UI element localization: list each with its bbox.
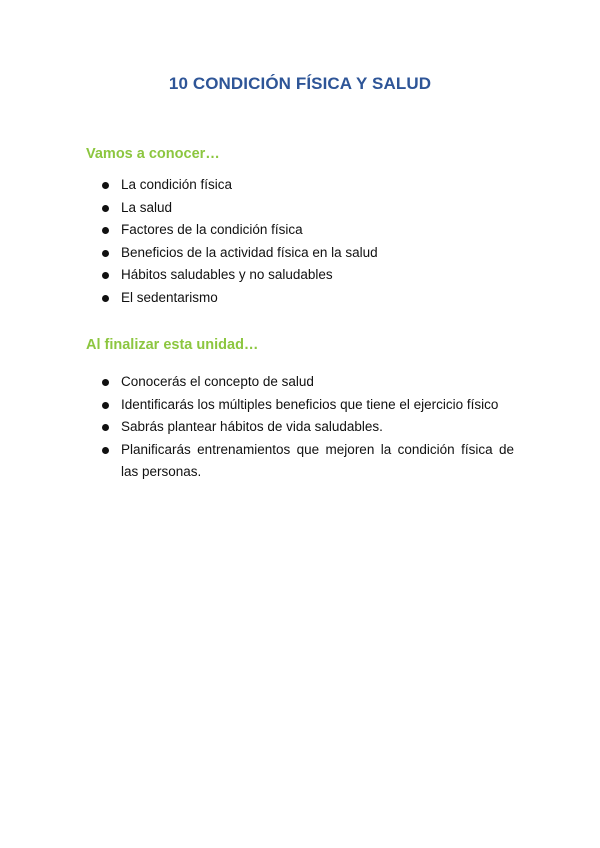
bullet-icon bbox=[102, 447, 109, 454]
list-item-text: Hábitos saludables y no saludables bbox=[121, 267, 333, 282]
bullet-icon bbox=[102, 182, 109, 189]
bullet-icon bbox=[102, 227, 109, 234]
bullet-icon bbox=[102, 402, 109, 409]
bullet-icon bbox=[102, 250, 109, 257]
list-item bbox=[100, 219, 514, 242]
bullet-icon bbox=[102, 295, 109, 302]
list-item-text: Beneficios de la actividad física en la salud bbox=[121, 244, 378, 260]
list-item-text: Factores de la condición física bbox=[121, 222, 303, 237]
list-item bbox=[100, 416, 514, 439]
section-heading-al-finalizar: Al finalizar esta unidad… bbox=[86, 337, 259, 353]
bullet-icon bbox=[102, 379, 109, 386]
list-item-text: Sabrás plantear hábitos de vida saludables. bbox=[121, 419, 383, 434]
list-item bbox=[100, 242, 514, 265]
page-title: 10 CONDICIÓN FÍSICA Y SALUD bbox=[168, 74, 432, 93]
list-item bbox=[100, 264, 514, 287]
bullet-list-al-finalizar bbox=[100, 371, 514, 484]
bullet-icon bbox=[102, 205, 109, 212]
list-item-text: La condición física bbox=[121, 177, 233, 192]
bullet-list-vamos-a-conocer bbox=[100, 174, 514, 309]
list-item-text: Conocerás el concepto de salud bbox=[121, 374, 314, 389]
list-item-text: Identificarás los múltiples beneficios que tiene el ejercicio físico bbox=[121, 396, 499, 412]
list-item bbox=[100, 287, 514, 310]
list-item bbox=[100, 174, 514, 197]
list-item-text: El sedentarismo bbox=[121, 289, 218, 305]
section-heading-vamos-a-conocer: Vamos a conocer… bbox=[86, 146, 220, 162]
bullet-icon bbox=[102, 272, 109, 279]
list-item-text: Planificarás entrenamientos que mejoren la condición física de las personas. bbox=[121, 441, 514, 479]
list-item-text: La salud bbox=[121, 199, 173, 215]
list-item bbox=[100, 197, 514, 220]
bullet-icon bbox=[102, 424, 109, 431]
list-item bbox=[100, 371, 514, 394]
list-item bbox=[100, 394, 514, 417]
list-item bbox=[100, 439, 514, 484]
